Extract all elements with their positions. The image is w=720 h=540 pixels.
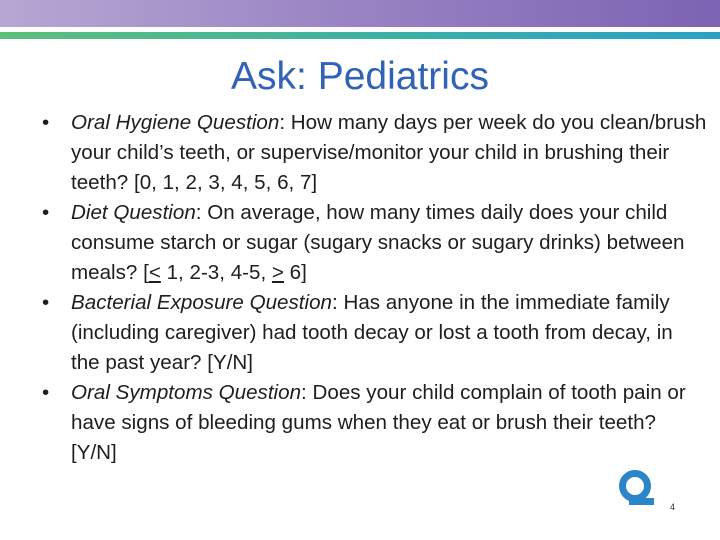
greater-than-or-equal-symbol: > xyxy=(271,261,284,284)
bullet-diet: • Diet Question: On average, how many times daily does your child consume starch or sugar (sugary snacks or sugary drinks) between meals? [< 1, 2-3, 4-5, > 6] xyxy=(42,198,707,288)
header-band xyxy=(0,0,720,27)
q-logo-icon xyxy=(616,469,656,507)
bullet-list xyxy=(42,108,707,468)
header-accent-line xyxy=(0,32,720,39)
page-number: 4 xyxy=(670,502,676,512)
bullet-label: Oral Hygiene Question xyxy=(71,111,280,134)
bullet-text: Has anyone in the immediate family (including caregiver) had tooth decay or lost a tooth from decay, in the past year? [Y/N] xyxy=(71,291,673,374)
bullet-oral-hygiene: • Oral Hygiene Question: How many days per week do you clean/brush your child’s teeth, or supervise/monitor your child in brushing their teeth? [0, 1, 2, 3, 4, 5, 6, 7] xyxy=(42,108,707,198)
bullet-label: Oral Symptoms Question xyxy=(71,381,302,404)
slide-title: Ask: Pediatrics xyxy=(231,55,489,98)
bullet-text: Does your child complain of tooth pain or have signs of bleeding gums when they eat or brush their teeth? [Y/N] xyxy=(71,381,686,464)
bullet-label: Bacterial Exposure Question xyxy=(71,291,332,314)
bullet-text: How many days per week do you clean/brush your child’s teeth, or supervise/monitor your child in brushing their teeth? [0, 1, 2, 3, 4, 5, 6, 7] xyxy=(71,111,707,194)
bullet-text: On average, how many times daily does your child consume starch or sugar (sugary snacks or sugary drinks) between meals? [ xyxy=(71,201,685,284)
less-than-or-equal-symbol: < xyxy=(148,261,161,284)
bullet-oral-symptoms: • Oral Symptoms Question: Does your child complain of tooth pain or have signs of bleeding gums when they eat or brush their teeth? [Y/N] xyxy=(42,378,707,468)
bullet-bacterial-exposure: • Bacterial Exposure Question: Has anyone in the immediate family (including caregiver) had tooth decay or lost a tooth from decay, in the past year? [Y/N] xyxy=(42,288,707,378)
bullet-label: Diet Question xyxy=(71,201,196,224)
